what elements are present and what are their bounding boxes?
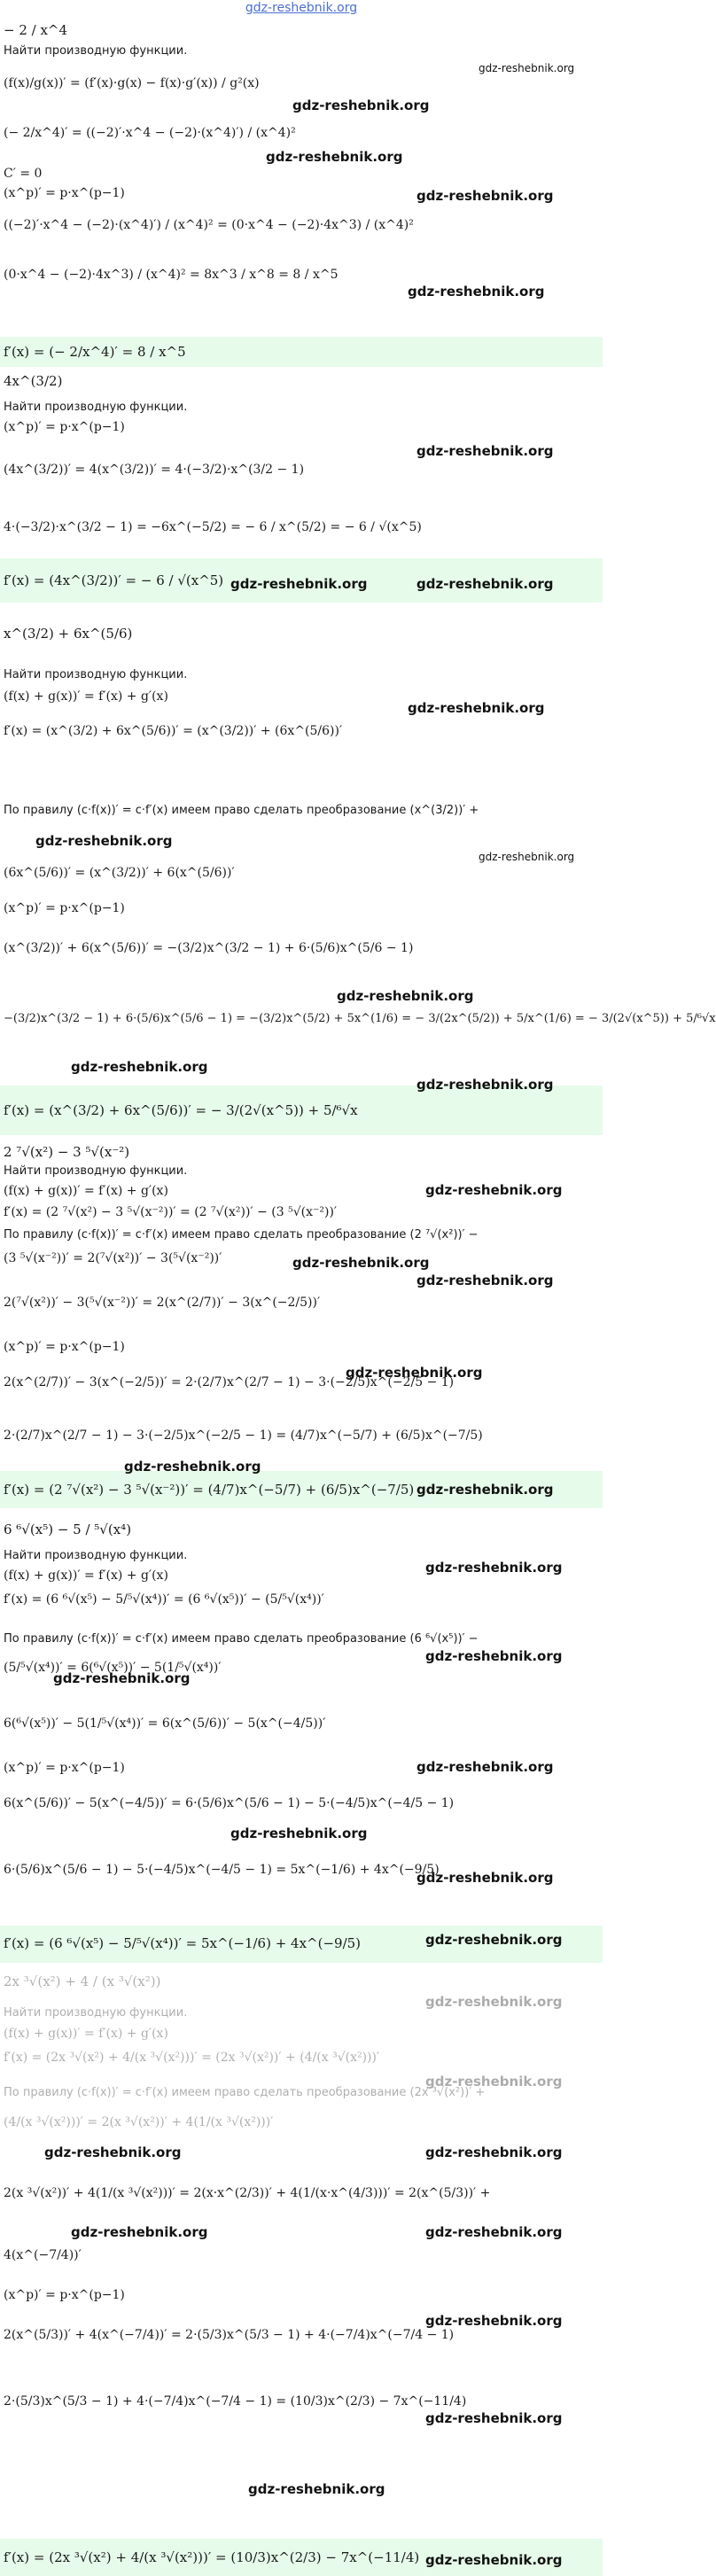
formula-line: По правилу (c·f(x))′ = c·f′(x) имеем право сделать преобразование (2 ⁷√(x²))′ − — [4, 1228, 479, 1241]
watermark: gdz-reshebnik.org — [71, 2224, 208, 2240]
task-heading: Найти производную функции. — [4, 44, 188, 58]
watermark: gdz-reshebnik.org — [408, 700, 545, 716]
watermark: gdz-reshebnik.org — [266, 149, 403, 165]
formula-line: (x^p)′ = p·x^(p−1) — [4, 1340, 125, 1354]
task-expression: x^(3/2) + 6x^(5/6) — [4, 626, 133, 642]
formula-line: 6(x^(5/6))′ − 5(x^(−4/5))′ = 6·(5/6)x^(5/6 − 1) − 5·(−4/5)x^(−4/5 − 1) — [4, 1796, 455, 1810]
watermark: gdz-reshebnik.org — [124, 1459, 261, 1475]
task-expression: − 2 / x^4 — [4, 22, 68, 38]
watermark: gdz-reshebnik.org — [425, 1560, 563, 1576]
formula-line: (4x^(3/2))′ = 4(x^(3/2))′ = 4·(−3/2)·x^(3/2 − 1) — [4, 463, 305, 477]
formula-line: 2·(5/3)x^(5/3 − 1) + 4·(−7/4)x^(−7/4 − 1) = (10/3)x^(2/3) − 7x^(−11/4) — [4, 2394, 467, 2409]
formula-line: 4·(−3/2)·x^(3/2 − 1) = −6x^(−5/2) = − 6 / x^(5/2) = − 6 / √(x^5) — [4, 520, 422, 534]
watermark: gdz-reshebnik.org — [425, 1182, 563, 1198]
watermark: gdz-reshebnik.org — [230, 576, 368, 592]
task-heading: Найти производную функции. — [4, 2006, 188, 2020]
answer-line: f′(x) = (6 ⁶√(x⁵) − 5/⁵√(x⁴))′ = 5x^(−1/6) + 4x^(−9/5) — [4, 1935, 362, 1951]
task-expression: 4x^(3/2) — [4, 373, 63, 389]
watermark: gdz-reshebnik.org — [479, 62, 575, 74]
watermark: gdz-reshebnik.org — [248, 2481, 385, 2497]
formula-line: (f(x) + g(x))′ = f′(x) + g′(x) — [4, 689, 168, 704]
formula-line: (− 2/x^4)′ = ((−2)′·x^4 − (−2)·(x^4)′) / (x^4)² — [4, 126, 296, 140]
answer-line: f′(x) = (− 2/x^4)′ = 8 / x^5 — [4, 344, 186, 360]
formula-line: (x^(3/2))′ + 6(x^(5/6))′ = −(3/2)x^(3/2 − 1) + 6·(5/6)x^(5/6 − 1) — [4, 941, 414, 955]
watermark: gdz-reshebnik.org — [425, 1932, 563, 1948]
answer-line: f′(x) = (2 ⁷√(x²) − 3 ⁵√(x⁻²))′ = (4/7)x^(−5/7) + (6/5)x^(−7/5) — [4, 1482, 415, 1498]
formula-line: (6x^(5/6))′ = (x^(3/2))′ + 6(x^(5/6))′ — [4, 866, 235, 880]
formula-line: f′(x) = (2 ⁷√(x²) − 3 ⁵√(x⁻²))′ = (2 ⁷√(x²))′ − (3 ⁵√(x⁻²))′ — [4, 1205, 338, 1219]
answer-line: f′(x) = (x^(3/2) + 6x^(5/6))′ = − 3/(2√(x^5)) + 5/⁶√x — [4, 1102, 358, 1118]
task-heading: Найти производную функции. — [4, 668, 188, 681]
watermark: gdz-reshebnik.org — [408, 284, 545, 300]
formula-line: −(3/2)x^(3/2 − 1) + 6·(5/6)x^(5/6 − 1) = −(3/2)x^(5/2) + 5x^(1/6) = − 3/(2x^(5/2)) + 5/x^(1/6) = − 3/(2√(x^5)) + 5/⁶√x — [4, 1012, 716, 1025]
watermark: gdz-reshebnik.org — [425, 2144, 563, 2160]
formula-line: f′(x) = (2x ³√(x²) + 4/(x ³√(x²)))′ = (2x ³√(x²))′ + (4/(x ³√(x²)))′ — [4, 2051, 380, 2065]
formula-line: 2(x^(5/3))′ + 4(x^(−7/4))′ = 2·(5/3)x^(5/3 − 1) + 4·(−7/4)x^(−7/4 − 1) — [4, 2328, 455, 2342]
formula-line: (x^p)′ = p·x^(p−1) — [4, 2288, 125, 2302]
watermark: gdz-reshebnik.org — [425, 1994, 563, 2010]
formula-line: 6·(5/6)x^(5/6 − 1) − 5·(−4/5)x^(−4/5 − 1) = 5x^(−1/6) + 4x^(−9/5) — [4, 1863, 440, 1877]
watermark: gdz-reshebnik.org — [416, 443, 554, 459]
watermark: gdz-reshebnik.org — [479, 851, 575, 863]
answer-line: f′(x) = (2x ³√(x²) + 4/(x ³√(x²)))′ = (10/3)x^(2/3) − 7x^(−11/4) — [4, 2549, 420, 2565]
watermark: gdz-reshebnik.org — [416, 576, 554, 592]
watermark: gdz-reshebnik.org — [425, 2074, 563, 2090]
watermark: gdz-reshebnik.org — [416, 1272, 554, 1288]
watermark: gdz-reshebnik.org — [53, 1670, 191, 1686]
formula-line: 2(x^(2/7))′ − 3(x^(−2/5))′ = 2·(2/7)x^(2/7 − 1) − 3·(−2/5)x^(−2/5 − 1) — [4, 1375, 455, 1389]
watermark: gdz-reshebnik.org — [416, 1482, 554, 1498]
task-expression: 2 ⁷√(x²) − 3 ⁵√(x⁻²) — [4, 1144, 130, 1160]
formula-line: C′ = 0 — [4, 167, 43, 181]
formula-line: (4/(x ³√(x²)))′ = 2(x ³√(x²))′ + 4(1/(x ³√(x²)))′ — [4, 2115, 274, 2129]
formula-line: По правилу (c·f(x))′ = c·f′(x) имеем право сделать преобразование (2x ³√(x²))′ + — [4, 2086, 486, 2099]
watermark: gdz-reshebnik.org — [416, 1870, 554, 1886]
task-heading: Найти производную функции. — [4, 401, 188, 414]
watermark: gdz-reshebnik.org — [425, 2313, 563, 2329]
watermark: gdz-reshebnik.org — [425, 2410, 563, 2426]
watermark: gdz-reshebnik.org — [416, 1077, 554, 1093]
watermark: gdz-reshebnik.org — [292, 97, 430, 113]
formula-line: 2(⁷√(x²))′ − 3(⁵√(x⁻²))′ = 2(x^(2/7))′ − 3(x^(−2/5))′ — [4, 1296, 321, 1310]
watermark: gdz-reshebnik.org — [416, 188, 554, 204]
formula-line: (f(x) + g(x))′ = f′(x) + g′(x) — [4, 1184, 168, 1198]
formula-line: 2(x ³√(x²))′ + 4(1/(x ³√(x²)))′ = 2(x·x^(2/3))′ + 4(1/(x·x^(4/3)))′ = 2(x^(5/3))′ + — [4, 2186, 491, 2200]
formula-line: (3 ⁵√(x⁻²))′ = 2(⁷√(x²))′ − 3(⁵√(x⁻²))′ — [4, 1251, 222, 1265]
task-expression: 2x ³√(x²) + 4 / (x ³√(x²)) — [4, 1973, 161, 1989]
formula-line: (x^p)′ = p·x^(p−1) — [4, 1761, 125, 1775]
formula-line: (f(x)/g(x))′ = (f′(x)·g(x) − f(x)·g′(x)) / g²(x) — [4, 76, 260, 90]
watermark: gdz-reshebnik.org — [292, 1255, 430, 1271]
watermark: gdz-reshebnik.org — [425, 1648, 563, 1664]
formula-line: (5/⁵√(x⁴))′ = 6(⁶√(x⁵))′ − 5(1/⁵√(x⁴))′ — [4, 1661, 222, 1675]
watermark: gdz-reshebnik.org — [425, 2224, 563, 2240]
formula-line: ((−2)′·x^4 − (−2)·(x^4)′) / (x^4)² = (0·x^4 − (−2)·4x^3) / (x^4)² — [4, 218, 414, 232]
watermark: gdz-reshebnik.org — [44, 2144, 182, 2160]
formula-line: (x^p)′ = p·x^(p−1) — [4, 901, 125, 915]
watermark: gdz-reshebnik.org — [230, 1825, 368, 1841]
formula-line: (x^p)′ = p·x^(p−1) — [4, 186, 125, 200]
task-heading: Найти производную функции. — [4, 1549, 188, 1562]
formula-line: По правилу (c·f(x))′ = c·f′(x) имеем право сделать преобразование (x^(3/2))′ + — [4, 804, 479, 817]
formula-line: (f(x) + g(x))′ = f′(x) + g′(x) — [4, 2027, 168, 2041]
watermark: gdz-reshebnik.org — [35, 833, 173, 849]
task-heading: Найти производную функции. — [4, 1164, 188, 1178]
site-title[interactable]: gdz-reshebnik.org — [245, 1, 358, 15]
answer-line: f′(x) = (4x^(3/2))′ = − 6 / √(x^5) — [4, 572, 224, 588]
formula-line: (f(x) + g(x))′ = f′(x) + g′(x) — [4, 1568, 168, 1583]
watermark: gdz-reshebnik.org — [337, 988, 474, 1004]
formula-line: (0·x^4 − (−2)·4x^3) / (x^4)² = 8x^3 / x^8 = 8 / x^5 — [4, 268, 339, 282]
formula-line: 4(x^(−7/4))′ — [4, 2248, 82, 2262]
formula-line: f′(x) = (x^(3/2) + 6x^(5/6))′ = (x^(3/2))′ + (6x^(5/6))′ — [4, 724, 343, 738]
watermark: gdz-reshebnik.org — [346, 1365, 483, 1381]
formula-line: 6(⁶√(x⁵))′ − 5(1/⁵√(x⁴))′ = 6(x^(5/6))′ − 5(x^(−4/5))′ — [4, 1716, 326, 1731]
formula-line: (x^p)′ = p·x^(p−1) — [4, 420, 125, 434]
watermark: gdz-reshebnik.org — [416, 1759, 554, 1775]
formula-line: f′(x) = (6 ⁶√(x⁵) − 5/⁵√(x⁴))′ = (6 ⁶√(x⁵))′ − (5/⁵√(x⁴))′ — [4, 1592, 324, 1607]
formula-line: 2·(2/7)x^(2/7 − 1) − 3·(−2/5)x^(−2/5 − 1) = (4/7)x^(−5/7) + (6/5)x^(−7/5) — [4, 1428, 483, 1443]
formula-line: По правилу (c·f(x))′ = c·f′(x) имеем право сделать преобразование (6 ⁶√(x⁵))′ − — [4, 1632, 479, 1646]
watermark: gdz-reshebnik.org — [425, 2552, 563, 2568]
watermark: gdz-reshebnik.org — [71, 1059, 208, 1075]
task-expression: 6 ⁶√(x⁵) − 5 / ⁵√(x⁴) — [4, 1521, 132, 1537]
